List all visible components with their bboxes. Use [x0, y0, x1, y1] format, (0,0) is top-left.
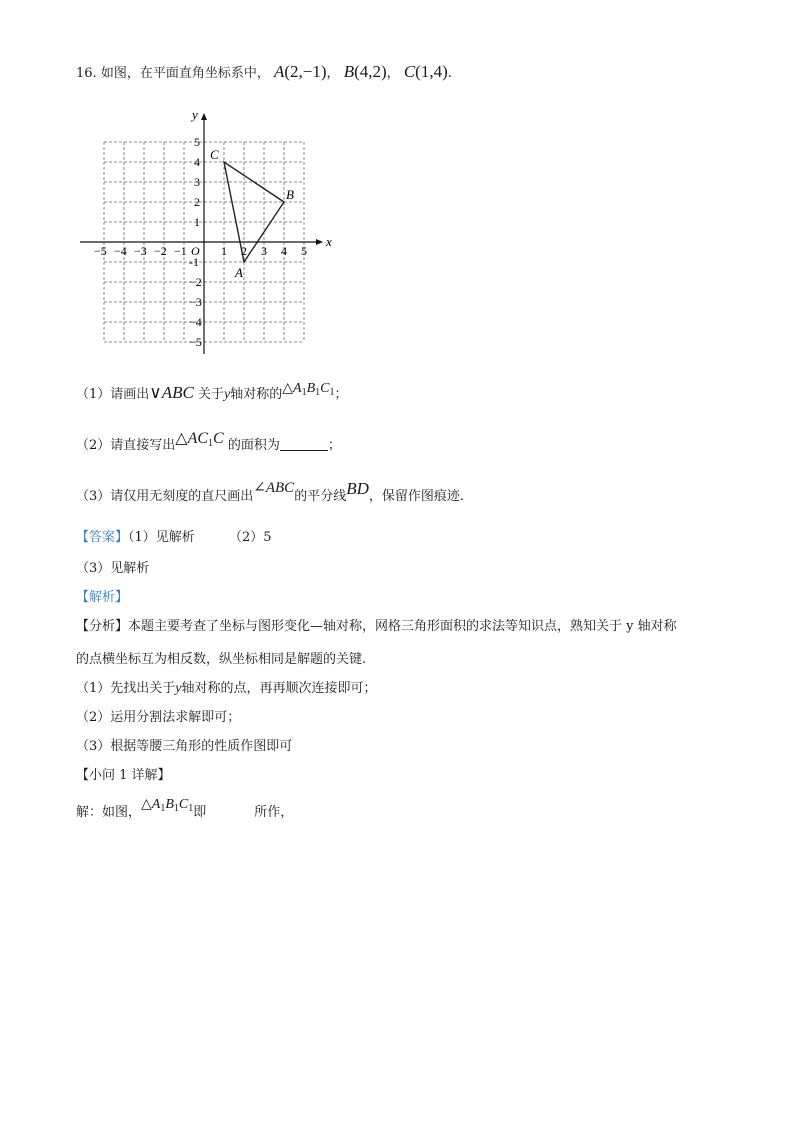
- step-2: （2）运用分割法求解即可；: [76, 710, 241, 725]
- x-tick-label: 1: [221, 244, 227, 258]
- y-tick-label: −5: [189, 335, 202, 349]
- vertex-label-c: C: [210, 147, 219, 162]
- part-2: [76, 428, 341, 453]
- axis-y: y: [224, 387, 231, 402]
- question-stem: [76, 62, 452, 82]
- period: .: [447, 66, 452, 81]
- x-tick-label: 2: [241, 244, 247, 258]
- fenxi-line-2: 的点横坐标互为相反数，纵坐标相同是解题的关键.: [76, 652, 367, 667]
- y-tick-label: 4: [194, 155, 200, 169]
- fenxi-text-1: 本题主要考查了坐标与图形变化—轴对称，网格三角形面积的求法等知识点，熟知关于 y 轴对称: [128, 619, 677, 634]
- triangle-symbol: ∨: [149, 383, 162, 402]
- solution-line: [76, 796, 293, 820]
- y-tick-label: −2: [189, 275, 202, 289]
- step-3: （3）根据等腰三角形的性质作图即可: [76, 739, 293, 754]
- question-intro: 如图，在平面直角坐标系中，: [100, 66, 270, 81]
- x-tick-label: 5: [301, 244, 307, 258]
- point-a: A(2,−1): [273, 62, 327, 81]
- part-2-mid: 的面积为: [227, 438, 280, 453]
- x-tick-label: 3: [261, 244, 267, 258]
- answer-line: [76, 526, 271, 545]
- y-tick-label: 2: [194, 195, 200, 209]
- x-tick-label: −1: [174, 244, 187, 258]
- y-tick-label: −4: [189, 315, 202, 329]
- y-tick-label: 5: [194, 135, 200, 149]
- separator: ，: [386, 66, 400, 81]
- x-tick-label: 4: [281, 244, 287, 258]
- part-3: [76, 478, 464, 504]
- vertex-label-a: A: [235, 265, 243, 280]
- part-3-end: ，保留作图痕迹.: [368, 489, 465, 504]
- x-tick-label: −4: [114, 244, 127, 258]
- analysis-tag: 【解析】: [76, 590, 129, 605]
- part-2-prefix: （2）请直接写出: [76, 438, 176, 453]
- y-axis-arrow: [201, 113, 207, 120]
- solution-mid: 即: [193, 805, 207, 820]
- y-tick-label: -1: [189, 255, 199, 269]
- question-number: 16.: [76, 66, 97, 81]
- y-tick-label: 3: [194, 175, 200, 189]
- solution-prefix: 解：如图，: [76, 805, 142, 820]
- part-1-mid: 关于: [197, 387, 224, 402]
- origin-label: O: [191, 244, 200, 258]
- axes: [80, 110, 332, 354]
- x-tick-label: −2: [154, 244, 167, 258]
- bisector-bd: BD: [346, 479, 369, 498]
- point-b: B(4,2): [343, 62, 387, 81]
- angle-abc: ∠ABC: [253, 480, 295, 496]
- answer-3: （3）见解析: [76, 561, 150, 576]
- y-axis-label: y: [192, 110, 198, 122]
- answer-2: （2）5: [228, 530, 272, 545]
- step-1: （1）先找出关于y轴对称的点，再再顺次连接即可；: [76, 681, 377, 696]
- vertex-label-b: B: [286, 187, 294, 202]
- semicolon: ；: [334, 387, 348, 402]
- part-1: [76, 380, 348, 403]
- triangle-abc-label: ABC: [161, 383, 194, 402]
- answer-blank: [280, 438, 328, 451]
- triangle-abc: [224, 162, 284, 262]
- answer-1: （1）见解析: [128, 530, 195, 545]
- detail-tag: 【小问 1 详解】: [76, 768, 171, 783]
- point-c: C(1,4): [403, 62, 448, 81]
- triangle-ac1c: $\triangle AC_1C$: [175, 430, 224, 449]
- part-3-prefix: （3）请仅用无刻度的直尺画出: [76, 489, 254, 504]
- part-3-mid: 的平分线: [294, 489, 347, 504]
- solution-end: 所作，: [254, 805, 294, 820]
- answer-tag: 【答案】: [76, 530, 129, 545]
- semicolon: ；: [327, 438, 341, 453]
- y-tick-label: −3: [189, 295, 202, 309]
- fenxi-tag: 【分析】: [76, 619, 129, 634]
- part-1-prefix: （1）请画出: [76, 387, 150, 402]
- coordinate-grid-figure: [80, 110, 340, 360]
- vertex-labels: [210, 147, 294, 280]
- separator: ，: [326, 66, 340, 81]
- x-axis-label: x: [326, 234, 332, 249]
- x-tick-label: −3: [134, 244, 147, 258]
- y-tick-label: 1: [194, 215, 200, 229]
- part-1-mid2: 轴对称的: [230, 387, 283, 402]
- fenxi-line-1: [76, 615, 677, 634]
- x-axis-arrow: [316, 239, 323, 245]
- x-tick-label: −5: [94, 244, 107, 258]
- triangle-a1b1c1-solution: $\triangle A_1B_1C_1$: [141, 797, 194, 814]
- triangle-a1b1c1: $\triangle A_1B_1C_1$: [282, 381, 335, 398]
